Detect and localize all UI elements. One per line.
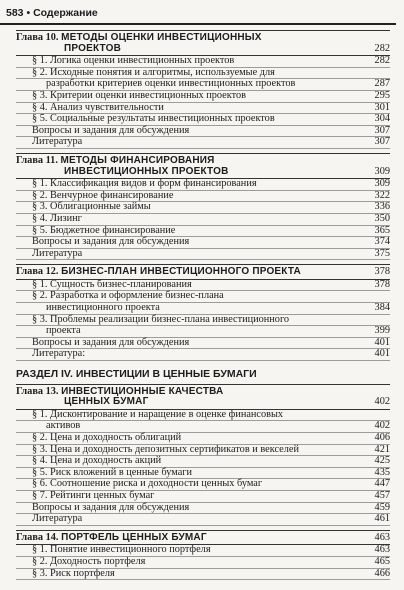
chapter-group-2 xyxy=(16,384,390,581)
toc-entry-page: 307 xyxy=(374,136,390,148)
chapter-label: Глава 11. xyxy=(16,154,58,166)
toc-entry-page: 401 xyxy=(374,336,390,348)
toc-entry-text: § 5. Социальные результаты инвестиционных проектов xyxy=(32,113,275,125)
toc-entry-page: 465 xyxy=(374,555,390,567)
toc-entry-page: 322 xyxy=(374,189,390,201)
toc-entry-text: Вопросы и задания для обсуждения xyxy=(32,501,190,513)
toc-entry-text: § 3. Риск портфеля xyxy=(32,567,115,579)
chapter-title: ПРОЕКТОВ xyxy=(64,42,121,54)
toc-entry-page: 309 xyxy=(374,178,390,190)
toc-entry xyxy=(16,315,390,338)
chapter-title-row xyxy=(16,44,390,55)
chapter-title: БИЗНЕС-ПЛАН ИНВЕСТИЦИОННОГО ПРОЕКТА xyxy=(61,266,301,278)
toc-entry-text: § 5. Бюджетное финансирование xyxy=(32,224,176,236)
toc-entry-page: 447 xyxy=(374,478,390,490)
section-heading xyxy=(16,369,390,380)
chapter-title: ИНВЕСТИЦИОННЫХ ПРОЕКТОВ xyxy=(64,165,229,177)
toc-entry-line xyxy=(16,349,390,361)
chapter-page: 402 xyxy=(374,396,390,408)
page-number: 583 xyxy=(6,7,24,19)
toc-entry-page: 402 xyxy=(374,420,390,432)
toc-entry-text: Литература xyxy=(32,513,83,525)
header-rule xyxy=(0,23,396,25)
toc-entry-text: проекта xyxy=(46,325,81,337)
toc-entry-text: инвестиционного проекта xyxy=(46,302,160,314)
toc-entry xyxy=(16,68,390,91)
toc-entry-text: Литература xyxy=(32,136,83,148)
toc-entry-page: 365 xyxy=(374,224,390,236)
toc-entry-text: § 2. Доходность портфеля xyxy=(32,555,146,567)
toc-entry-line xyxy=(16,249,390,261)
chapter-heading xyxy=(16,30,390,56)
toc-entry-page: 435 xyxy=(374,466,390,478)
toc-entry-text: Вопросы и задания для обсуждения xyxy=(32,124,190,136)
toc-entry xyxy=(16,349,390,361)
header-title: Содержание xyxy=(33,7,98,19)
toc-entry-page: 295 xyxy=(374,89,390,101)
chapter-group-1 xyxy=(16,30,390,361)
chapter-title-row xyxy=(16,533,390,544)
toc-entry xyxy=(16,249,390,261)
chapter-title: МЕТОДЫ ОЦЕНКИ ИНВЕСТИЦИОННЫХ xyxy=(61,32,262,43)
chapter-label: Глава 13. xyxy=(16,385,59,397)
toc-entry-line xyxy=(16,514,390,526)
chapter-page: 463 xyxy=(374,531,390,543)
toc-entry-text: § 1. Сущность бизнес-планирования xyxy=(32,278,192,290)
toc-entry-page: 350 xyxy=(374,212,390,224)
toc-entry-text: § 6. Соотношение риска и доходности ценных бумаг xyxy=(32,478,263,490)
toc-entry-text: § 2. Разработка и оформление бизнес-плана xyxy=(32,290,224,302)
toc-entry-text: Литература: xyxy=(32,348,86,360)
toc-entry-page: 406 xyxy=(374,432,390,443)
chapter-heading xyxy=(16,264,390,280)
chapter-title: ИНВЕСТИЦИОННЫЕ КАЧЕСТВА xyxy=(61,385,224,397)
toc-entry-text: § 2. Исходные понятия и алгоритмы, используемые для xyxy=(32,66,275,78)
toc-entry-text: § 3. Облигационные займы xyxy=(32,201,151,213)
toc-entry-page: 374 xyxy=(374,236,390,248)
toc-entry-page: 287 xyxy=(374,78,390,90)
chapter-title-row xyxy=(16,167,390,178)
chapter-page: 282 xyxy=(374,42,390,54)
toc-entry-text: активов xyxy=(46,420,81,432)
chapter-page: 378 xyxy=(374,266,390,278)
toc-entry-text: Литература xyxy=(32,247,83,259)
chapter-heading xyxy=(16,530,390,546)
toc-entry xyxy=(16,291,390,314)
toc-entry-page: 457 xyxy=(374,489,390,501)
chapter-title-row xyxy=(16,267,390,278)
toc-entry-page: 421 xyxy=(374,443,390,455)
toc-entry-text: § 1. Логика оценки инвестиционных проектов xyxy=(32,55,235,67)
chapter-title-row xyxy=(16,397,390,408)
page-header xyxy=(6,4,396,22)
toc-entry xyxy=(16,410,390,433)
chapter-page: 309 xyxy=(374,165,390,177)
toc-entry-page: 463 xyxy=(374,544,390,556)
chapter-label: Глава 12. xyxy=(16,266,59,278)
toc-entry-text: § 5. Риск вложений в ценные бумаги xyxy=(32,466,193,478)
header-bullet: • xyxy=(26,7,31,19)
toc-entry-page: 401 xyxy=(374,348,390,360)
toc-entry-page: 461 xyxy=(374,513,390,525)
toc-entry xyxy=(16,569,390,581)
section-title: ИНВЕСТИЦИИ В ЦЕННЫЕ БУМАГИ xyxy=(75,368,257,381)
toc-entry-page: 307 xyxy=(374,124,390,136)
toc-entry-text: § 4. Лизинг xyxy=(32,212,82,224)
toc-entry-page: 425 xyxy=(374,455,390,467)
toc-entry-text: § 3. Критерии оценки инвестиционных проектов xyxy=(32,89,246,101)
toc-entry-page: 336 xyxy=(374,201,390,213)
toc-entry-line xyxy=(16,137,390,149)
toc-entry-page: 459 xyxy=(374,501,390,513)
toc-entry-text: § 4. Анализ чувствительности xyxy=(32,101,164,113)
toc-entry-text: § 3. Цена и доходность депозитных сертификатов и векселей xyxy=(32,443,299,455)
section-label: РАЗДЕЛ IV. xyxy=(16,368,73,381)
toc-entry-text: § 2. Венчурное финансирование xyxy=(32,189,174,201)
chapter-title: ПОРТФЕЛЬ ЦЕННЫХ БУМАГ xyxy=(61,531,207,543)
chapter-heading xyxy=(16,384,390,410)
chapter-title: ЦЕННЫХ БУМАГ xyxy=(64,396,149,408)
toc-entry xyxy=(16,514,390,526)
toc-entry-text: Вопросы и задания для обсуждения xyxy=(32,336,190,348)
chapter-label: Глава 10. xyxy=(16,32,59,43)
toc-entry-page: 304 xyxy=(374,113,390,125)
toc-entry-text: § 7. Рейтинги ценных бумаг xyxy=(32,489,155,501)
toc-entry-text: Вопросы и задания для обсуждения xyxy=(32,236,190,248)
toc-entry-page: 301 xyxy=(374,101,390,113)
toc-entry-text: § 3. Проблемы реализации бизнес-плана инвестиционного xyxy=(32,313,290,325)
toc-entry-page: 384 xyxy=(374,302,390,314)
toc-entry-text: § 2. Цена и доходность облигаций xyxy=(32,432,182,443)
toc-entry-text: разработки критериев оценки инвестиционных проектов xyxy=(46,78,296,90)
toc-entry-text: § 1. Понятие инвестиционного портфеля xyxy=(32,544,211,556)
toc-entry xyxy=(16,137,390,149)
toc-entry-page: 375 xyxy=(374,247,390,259)
toc-entry-page: 378 xyxy=(374,278,390,290)
chapter-label: Глава 14. xyxy=(16,531,59,543)
chapter-heading xyxy=(16,153,390,179)
toc-entry-page: 399 xyxy=(374,325,390,337)
toc-entry-text: § 1. Дисконтирование и наращение в оценке финансовых xyxy=(32,408,284,420)
table-of-contents xyxy=(16,30,390,580)
toc-entry-text: § 1. Классификация видов и форм финансирования xyxy=(32,178,257,190)
toc-entry-line xyxy=(16,569,390,581)
toc-entry-page: 466 xyxy=(374,567,390,579)
toc-entry-text: § 4. Цена и доходность акций xyxy=(32,455,162,467)
chapter-title: МЕТОДЫ ФИНАНСИРОВАНИЯ xyxy=(60,154,215,166)
toc-entry-page: 282 xyxy=(374,55,390,67)
